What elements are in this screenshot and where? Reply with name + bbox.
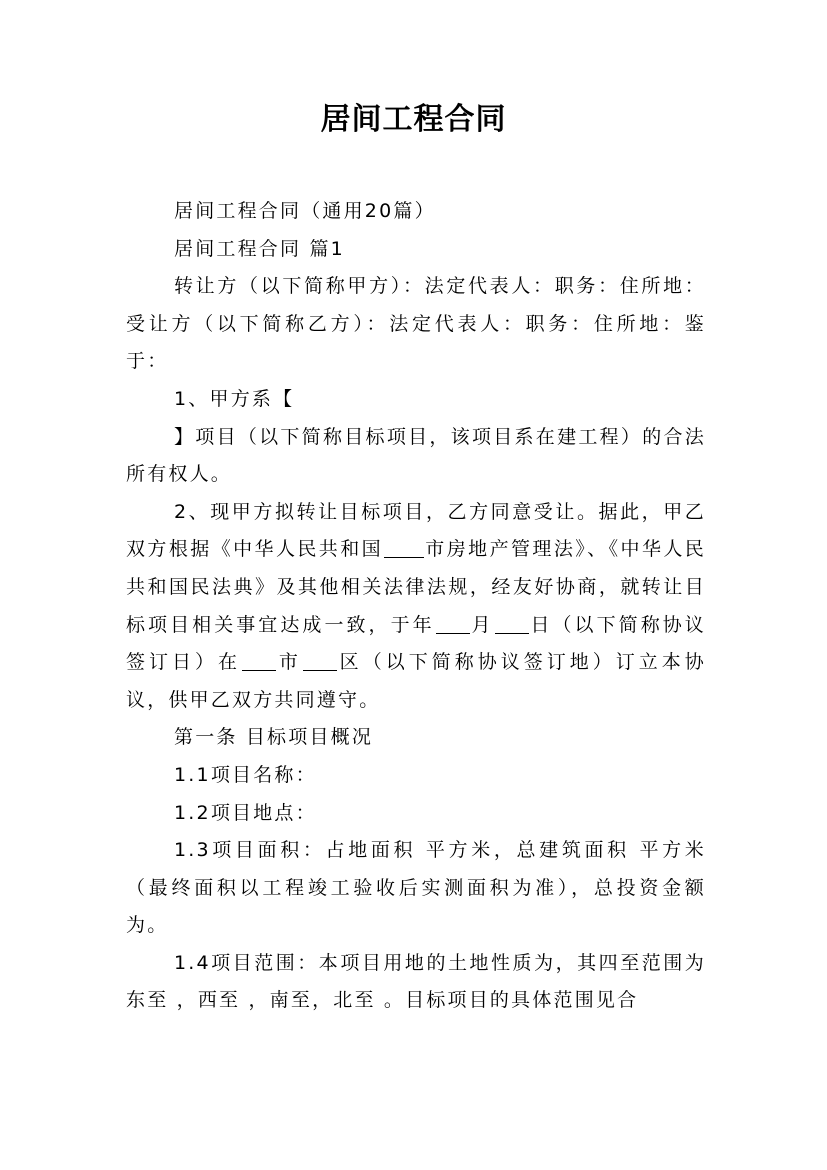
- item-1-2: 1.2项目地点：: [174, 801, 317, 824]
- blank-line: [242, 651, 276, 671]
- clause-2-text-d: 日（以下简称协议签订日）在: [126, 613, 706, 674]
- document-subtitle: 居间工程合同（通用20篇）: [174, 200, 436, 222]
- clause-2-text-a: 2、现甲方拟转让目标项目，乙方同意受让。据此，甲乙双方根据《中华人民共和国: [126, 500, 706, 561]
- chapter-heading: 居间工程合同 篇1: [174, 237, 345, 260]
- article-1-heading: 第一条 目标项目概况: [174, 726, 374, 749]
- clause-1-start: 1、甲方系【: [174, 387, 295, 410]
- clause-2-text-c: 月: [470, 613, 494, 636]
- clause-2-text-f: 区（以下简称协议签订地）订立本协议，供甲乙双方共同遵守。: [126, 651, 706, 711]
- clause-1-continued: 】项目（以下简称目标项目，该项目系在建工程）的合法所有权人。: [126, 425, 706, 486]
- clause-2-text-e: 市: [277, 651, 302, 674]
- blank-line: [495, 614, 529, 634]
- parties-paragraph: 转让方（以下简称甲方）：法定代表人：职务：住所地：受让方（以下简称乙方）：法定代表人：职务：住所地：鉴于：: [126, 275, 706, 373]
- document-title: 居间工程合同: [320, 102, 507, 137]
- document-body: [126, 193, 706, 1020]
- item-1-4: 1.4项目范围：本项目用地的土地性质为，其四至范围为东至 ，西至 ，南至，北至 。目标项目的具体范围见合: [126, 951, 706, 1012]
- clause-2-paragraph: [126, 494, 706, 720]
- item-1-3: 1.3项目面积：占地面积 平方米，总建筑面积 平方米（最终面积以工程竣工验收后实测面积为准），总投资金额为。: [126, 839, 706, 937]
- blank-line: [436, 614, 470, 634]
- item-1-1: 1.1项目名称：: [174, 763, 317, 786]
- blank-line: [303, 651, 337, 671]
- clause-2-text-b: 市房地产管理法》、《中华人民共和国民法典》及其他相关法律法规，经友好协商，就转让目标项目相关事宜达成一致，于年: [126, 538, 706, 636]
- blank-line: [384, 538, 424, 558]
